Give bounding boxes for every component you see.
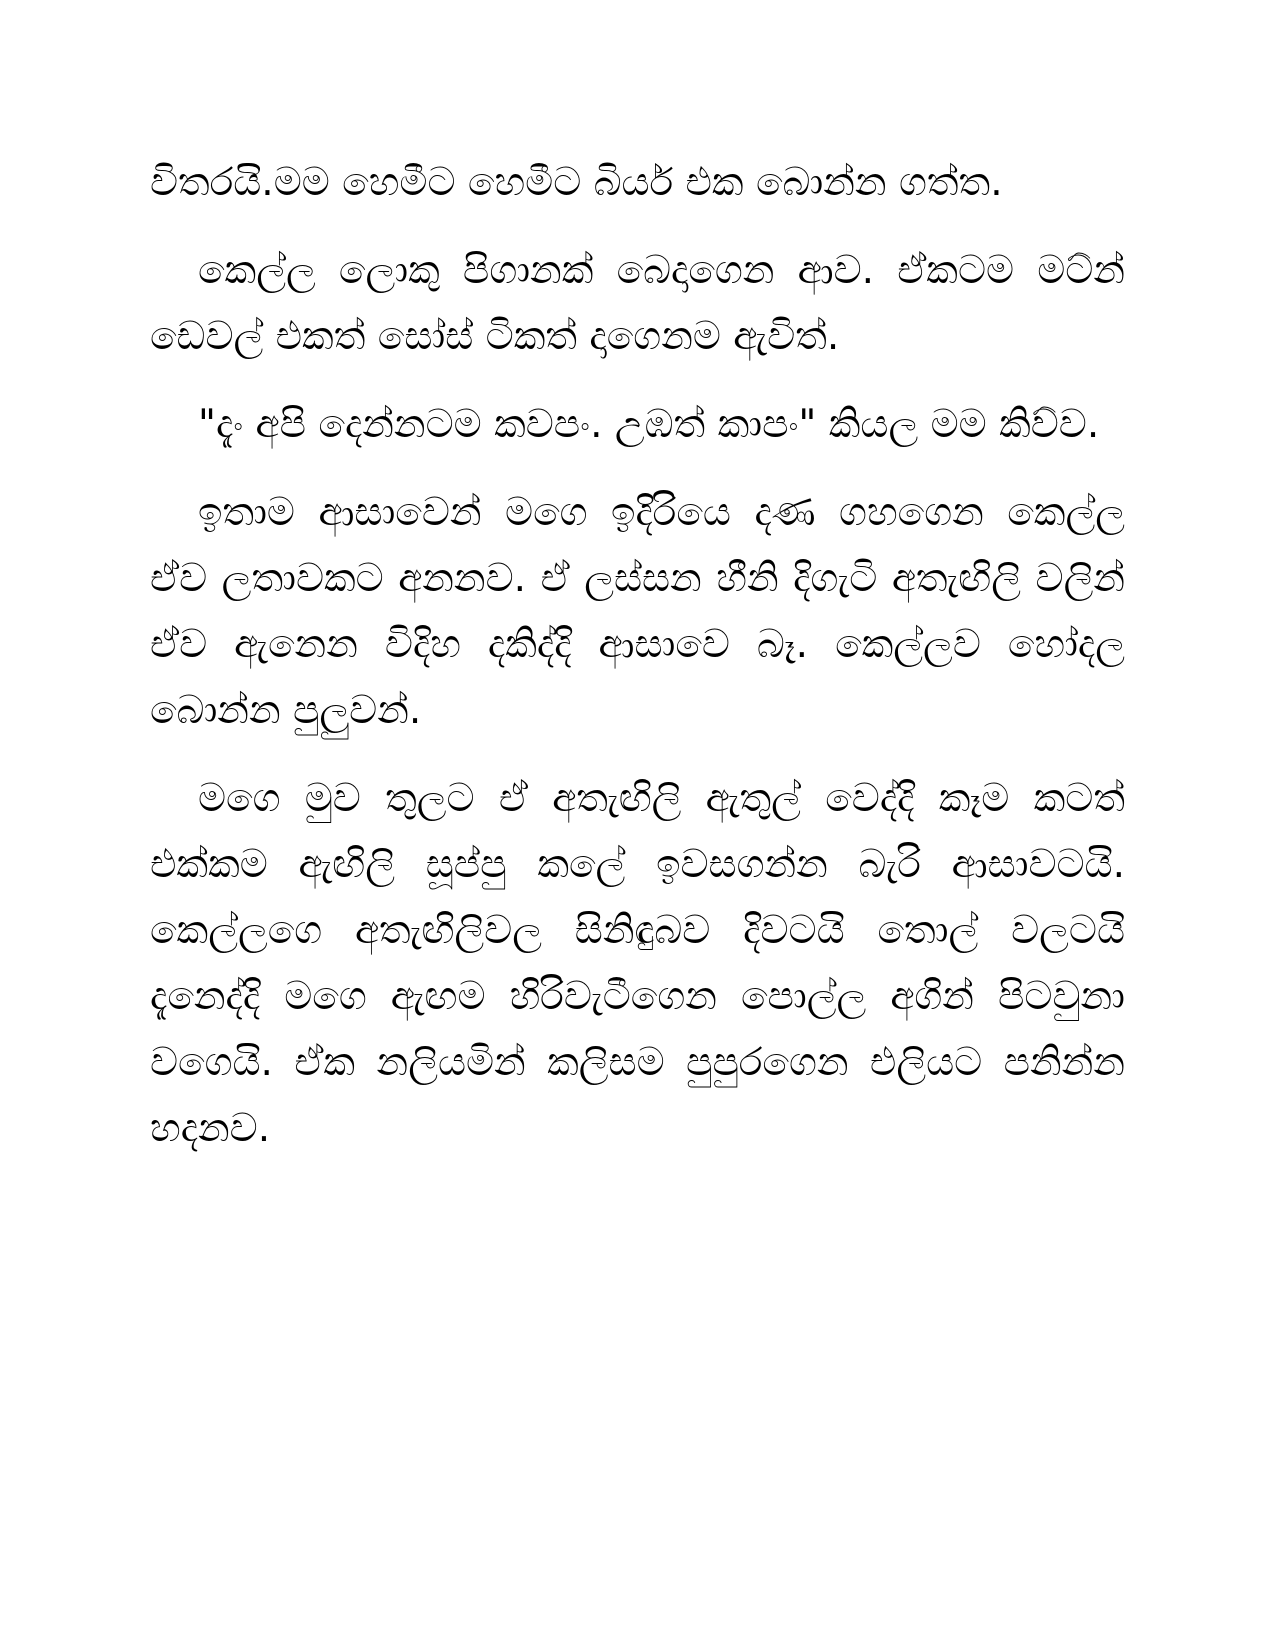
body-text xyxy=(150,150,1125,1184)
paragraph-3: "දැං අපි දෙන්නටම කවපං. උඹත් කාපං" කියල මම කිව්ව. xyxy=(198,402,1100,447)
paragraph-4: ඉතාම ආසාවෙන් මගෙ ඉදිරියෙ දණ ගහගෙන කෙල්ල ඒව ලතාවකට අනනව. ඒ ලස්සන හීනි දිගැටි අතැඟිලි වලින් ඒව ඇනෙන විදිහ දකිද්දි ආසාවෙ බෑ. කෙල්ලව හෝදල බොන්න පුලුවන්. xyxy=(150,490,1125,733)
paragraph-5: මගෙ මුව තුලට ඒ අතැඟිලි ඇතුල් වෙද්දි කෑම කටත් එක්කම ඇඟිලි සූප්පු කලේ ඉවසගන්න බැරි ආසාවටයි. කෙල්ලගෙ අතැඟිලිවල සිනිඳුබව දිවටයි තොල් වලටයි දැනෙද්දි මගෙ ඇඟම හිරිවැටීගෙන පොල්ල අගින් පිටවුනා වගෙයි. ඒක නලියමින් කලිසම පුපුරගෙන එලියට පනින්න හදනව. xyxy=(150,776,1125,1151)
paragraph-1: විතරයි.මම හෙමීට හෙමීට බියර් එක බොන්න ගත්ත. xyxy=(150,160,1003,205)
paragraph-2: කෙල්ල ලොකු පිගානක් බෙදාගෙන ආව. ඒකටම මට්න් ඩෙවල් එකත් සෝස් ටිකත් දාගෙනම ඇවිත්. xyxy=(150,248,1125,359)
